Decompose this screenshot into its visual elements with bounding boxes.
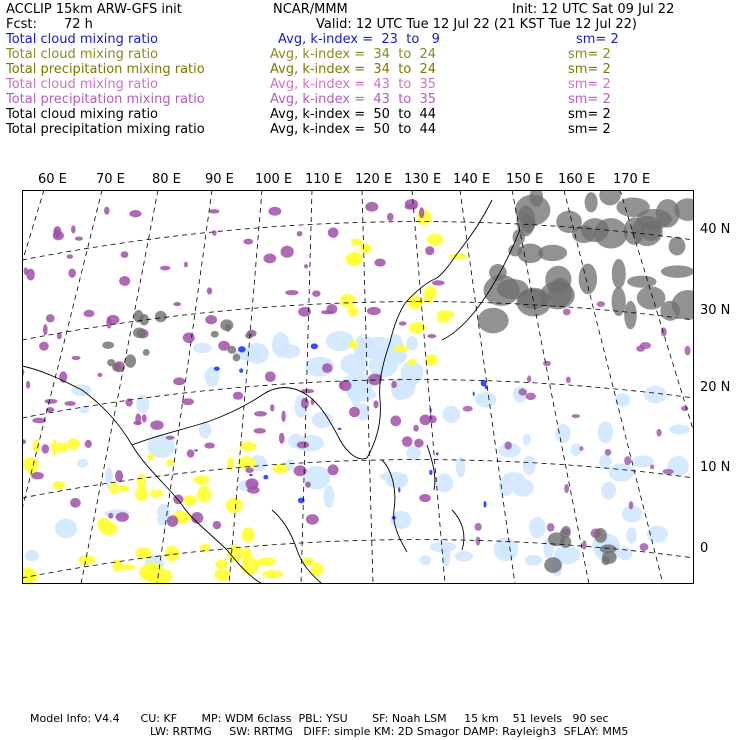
lon-label: 150 E bbox=[506, 172, 544, 187]
lon-label: 100 E bbox=[255, 172, 293, 187]
cloud-purple bbox=[254, 411, 267, 416]
cloud-yellow bbox=[166, 459, 175, 466]
precip-lightblue bbox=[644, 386, 667, 404]
cloud-gray bbox=[227, 346, 236, 354]
cloud-purple bbox=[582, 540, 587, 549]
precip-lightblue bbox=[598, 421, 613, 443]
legend-desc: Avg, k-index = 43 to 35 bbox=[270, 92, 437, 107]
cloud-purple bbox=[414, 439, 424, 448]
precip-blue bbox=[436, 452, 439, 455]
cloud-purple bbox=[263, 254, 276, 264]
cloud-gray bbox=[661, 265, 694, 278]
precip-lightblue bbox=[380, 472, 408, 481]
cloud-purple bbox=[390, 416, 401, 427]
precip-lightblue bbox=[609, 463, 634, 481]
precip-lightblue bbox=[599, 454, 612, 468]
cloud-purple bbox=[650, 464, 654, 469]
cloud-purple bbox=[268, 207, 281, 216]
precip-lightblue bbox=[435, 473, 453, 492]
cloud-yellow bbox=[242, 527, 255, 543]
lat-label: 30 N bbox=[700, 303, 731, 318]
cloud-yellow bbox=[351, 239, 362, 247]
cloud-purple bbox=[605, 449, 612, 456]
cloud-yellow bbox=[52, 481, 65, 490]
cloud-gray bbox=[125, 354, 136, 367]
cloud-gray bbox=[220, 319, 233, 331]
precip-blue bbox=[239, 368, 243, 373]
cloud-yellow bbox=[262, 570, 283, 578]
cloud-purple bbox=[475, 523, 482, 531]
cloud-purple bbox=[212, 230, 216, 235]
legend-desc: Avg, k-index = 50 to 44 bbox=[270, 107, 437, 122]
precip-blue bbox=[194, 449, 198, 451]
cloud-purple bbox=[115, 470, 123, 482]
cloud-purple bbox=[526, 393, 536, 400]
cloud-purple bbox=[97, 373, 102, 377]
cloud-purple bbox=[207, 287, 212, 294]
cloud-purple bbox=[270, 404, 274, 411]
cloud-purple bbox=[306, 514, 319, 525]
init-time: Init: 12 UTC Sat 09 Jul 22 bbox=[512, 2, 675, 17]
cloud-yellow bbox=[216, 560, 228, 570]
legend-field: Total precipitation mixing ratio bbox=[6, 122, 205, 137]
legend-field: Total cloud mixing ratio bbox=[6, 107, 159, 122]
cloud-purple bbox=[150, 420, 163, 430]
cloud-purple bbox=[563, 308, 571, 315]
cloud-purple bbox=[104, 207, 110, 215]
legend-field: Total cloud mixing ratio bbox=[6, 47, 159, 62]
cloud-purple bbox=[368, 374, 381, 386]
lon-label: 90 E bbox=[205, 172, 234, 187]
footer-model-info: Model Info: V4.4 CU: KF MP: WDM 6class PBL: YSU SF: Noah LSM 15 km 51 levels 90 sec bbox=[30, 712, 609, 725]
precip-lightblue bbox=[406, 446, 421, 460]
cloud-yellow bbox=[409, 322, 426, 334]
cloud-purple bbox=[301, 398, 309, 409]
legend-row bbox=[6, 77, 736, 92]
lat-label: 10 N bbox=[700, 460, 731, 475]
precip-lightblue bbox=[601, 482, 616, 500]
cloud-purple bbox=[640, 543, 649, 551]
cloud-purple bbox=[84, 310, 95, 317]
precip-lightblue bbox=[277, 344, 300, 358]
precip-lightblue bbox=[430, 541, 456, 552]
cloud-purple bbox=[419, 207, 424, 218]
cloud-purple bbox=[26, 381, 30, 389]
cloud-purple bbox=[566, 376, 571, 383]
cloud-yellow bbox=[147, 454, 154, 461]
cloud-gray bbox=[143, 349, 150, 356]
cloud-yellow bbox=[340, 294, 355, 308]
legend-desc: Avg, k-index = 23 to 9 bbox=[278, 32, 440, 47]
cloud-yellow bbox=[214, 568, 230, 581]
cloud-yellow bbox=[348, 306, 359, 316]
legend-row bbox=[6, 32, 736, 47]
lon-label: 170 E bbox=[613, 172, 651, 187]
cloud-purple bbox=[326, 304, 337, 314]
cloud-yellow bbox=[227, 457, 234, 471]
cloud-purple bbox=[597, 301, 605, 307]
precip-lightblue bbox=[615, 393, 630, 407]
cloud-purple bbox=[166, 436, 175, 440]
cloud-purple bbox=[53, 226, 61, 237]
legend-desc: Avg, k-index = 34 to 24 bbox=[270, 62, 437, 77]
cloud-purple bbox=[254, 428, 266, 434]
cloud-gray bbox=[102, 341, 114, 348]
cloud-purple bbox=[312, 290, 320, 296]
cloud-purple bbox=[297, 231, 303, 236]
cloud-purple bbox=[245, 467, 253, 473]
cloud-purple bbox=[119, 276, 130, 286]
cloud-purple bbox=[428, 415, 437, 423]
precip-lightblue bbox=[529, 517, 546, 539]
cloud-yellow bbox=[257, 557, 276, 566]
footer-physics-info: LW: RRTMG SW: RRTMG DIFF: simple KM: 2D Smagor DAMP: Rayleigh3 SFLAY: MM5 bbox=[150, 725, 629, 738]
cloud-gray bbox=[497, 279, 529, 299]
cloud-gray bbox=[612, 259, 626, 289]
cloud-gray bbox=[637, 209, 672, 229]
lon-label: 60 E bbox=[38, 172, 67, 187]
cloud-purple bbox=[543, 361, 551, 366]
cloud-gray bbox=[637, 286, 666, 309]
cloud-gray bbox=[594, 528, 607, 543]
cloud-purple bbox=[661, 327, 667, 336]
weather-map bbox=[22, 190, 694, 584]
cloud-purple bbox=[64, 401, 75, 406]
cloud-yellow bbox=[194, 475, 210, 485]
lat-label: 40 N bbox=[700, 222, 731, 237]
legend-field: Total cloud mixing ratio bbox=[6, 77, 159, 92]
legend-smoothing: sm= 2 bbox=[568, 62, 611, 77]
cloud-yellow bbox=[197, 486, 212, 503]
cloud-purple bbox=[213, 521, 221, 529]
legend-smoothing: sm= 2 bbox=[568, 92, 611, 107]
cloud-gray bbox=[489, 264, 507, 281]
cloud-purple bbox=[26, 269, 35, 281]
cloud-purple bbox=[505, 441, 512, 449]
lon-label: 80 E bbox=[152, 172, 181, 187]
cloud-gray bbox=[233, 354, 241, 362]
cloud-purple bbox=[518, 388, 527, 395]
precip-lightblue bbox=[25, 550, 39, 561]
precip-blue bbox=[249, 474, 253, 476]
cloud-yellow bbox=[346, 254, 359, 264]
cloud-purple bbox=[71, 225, 76, 233]
legend-row bbox=[6, 92, 736, 107]
cloud-purple bbox=[182, 398, 194, 405]
cloud-purple bbox=[32, 418, 46, 424]
legend-row bbox=[6, 62, 736, 77]
cloud-purple bbox=[167, 515, 178, 526]
legend-desc: Avg, k-index = 50 to 44 bbox=[270, 122, 437, 137]
cloud-gray bbox=[594, 218, 628, 248]
legend-row bbox=[6, 107, 736, 122]
precip-lightblue bbox=[523, 456, 536, 476]
legend-field: Total cloud mixing ratio bbox=[6, 32, 159, 47]
cloud-yellow bbox=[349, 340, 358, 349]
cloud-purple bbox=[463, 406, 473, 412]
precip-lightblue bbox=[455, 551, 473, 562]
cloud-gray bbox=[545, 266, 571, 294]
cloud-purple bbox=[70, 498, 81, 508]
legend-row bbox=[6, 47, 736, 62]
cloud-gray bbox=[133, 328, 146, 338]
cloud-yellow bbox=[449, 253, 467, 259]
cloud-purple bbox=[129, 210, 141, 217]
precip-lightblue bbox=[326, 331, 354, 351]
fcst-label: Fcst: bbox=[6, 17, 37, 32]
cloud-yellow bbox=[427, 233, 443, 246]
cloud-yellow bbox=[407, 359, 417, 365]
cloud-purple bbox=[579, 446, 583, 451]
precip-blue bbox=[311, 343, 318, 349]
cloud-purple bbox=[121, 251, 129, 258]
cloud-purple bbox=[265, 371, 276, 382]
cloud-purple bbox=[183, 332, 195, 343]
cloud-purple bbox=[67, 254, 73, 258]
precip-blue bbox=[483, 501, 486, 508]
cloud-yellow bbox=[67, 438, 80, 450]
cloud-purple bbox=[656, 429, 661, 437]
cloud-purple bbox=[209, 209, 220, 214]
legend-field: Total precipitation mixing ratio bbox=[6, 62, 205, 77]
precip-blue bbox=[238, 346, 246, 352]
precip-lightblue bbox=[348, 388, 377, 401]
cloud-gray bbox=[572, 225, 595, 243]
cloud-yellow bbox=[100, 522, 118, 535]
cloud-yellow bbox=[150, 489, 163, 498]
precip-lightblue bbox=[669, 424, 690, 434]
precip-blue bbox=[473, 392, 475, 396]
cloud-yellow bbox=[394, 345, 408, 352]
cloud-yellow bbox=[241, 557, 259, 575]
cloud-purple bbox=[374, 259, 385, 267]
lat-label: 0 bbox=[700, 541, 709, 556]
cloud-gray bbox=[544, 557, 562, 573]
lon-label: 140 E bbox=[453, 172, 491, 187]
cloud-purple bbox=[243, 239, 253, 245]
cloud-purple bbox=[425, 246, 434, 255]
cloud-purple bbox=[339, 380, 351, 391]
cloud-purple bbox=[402, 436, 413, 447]
cloud-purple bbox=[328, 227, 339, 237]
cloud-purple bbox=[427, 334, 436, 338]
cloud-purple bbox=[297, 441, 309, 448]
cloud-purple bbox=[45, 399, 58, 404]
lon-label: 130 E bbox=[404, 172, 442, 187]
cloud-purple bbox=[373, 400, 378, 408]
legend-row bbox=[6, 122, 736, 137]
precip-lightblue bbox=[419, 555, 431, 565]
precip-lightblue bbox=[523, 434, 531, 446]
cloud-gray bbox=[560, 528, 571, 537]
cloud-yellow bbox=[226, 498, 243, 513]
cloud-purple bbox=[294, 465, 307, 476]
cloud-gray bbox=[669, 237, 686, 256]
legend-smoothing: sm= 2 bbox=[568, 107, 611, 122]
cloud-purple bbox=[365, 202, 378, 212]
legend-smoothing: sm= 2 bbox=[568, 77, 611, 92]
cloud-purple bbox=[685, 346, 691, 356]
precip-lightblue bbox=[193, 343, 212, 353]
cloud-yellow bbox=[33, 440, 40, 453]
cloud-yellow bbox=[423, 286, 436, 299]
precip-lightblue bbox=[503, 472, 525, 484]
cloud-purple bbox=[432, 280, 445, 285]
cloud-purple bbox=[142, 414, 147, 423]
cloud-gray bbox=[112, 363, 121, 371]
cloud-purple bbox=[640, 342, 651, 349]
cloud-gray bbox=[624, 301, 637, 330]
cloud-gray bbox=[155, 311, 167, 322]
precip-lightblue bbox=[442, 406, 460, 423]
cloud-yellow bbox=[110, 482, 119, 495]
cloud-purple bbox=[527, 375, 531, 382]
precip-lightblue bbox=[525, 555, 543, 566]
lon-label: 110 E bbox=[305, 172, 343, 187]
cloud-purple bbox=[304, 264, 308, 268]
precip-blue bbox=[429, 470, 432, 475]
precip-lightblue bbox=[77, 459, 88, 468]
cloud-purple bbox=[281, 411, 285, 423]
legend-smoothing: sm= 2 bbox=[576, 32, 619, 47]
fcst-value: 72 h bbox=[64, 17, 93, 32]
cloud-purple bbox=[681, 406, 688, 411]
precip-lightblue bbox=[626, 527, 636, 543]
cloud-purple bbox=[572, 414, 581, 418]
cloud-purple bbox=[305, 482, 311, 488]
precip-lightblue bbox=[312, 412, 333, 428]
cloud-purple bbox=[233, 392, 243, 400]
cloud-yellow bbox=[183, 495, 197, 505]
cloud-purple bbox=[72, 356, 81, 360]
cloud-purple bbox=[135, 413, 141, 425]
cloud-purple bbox=[391, 381, 397, 388]
cloud-purple bbox=[46, 314, 55, 322]
center-label: NCAR/MMM bbox=[273, 2, 348, 17]
cloud-yellow bbox=[437, 310, 455, 319]
cloud-purple bbox=[245, 478, 258, 489]
cloud-purple bbox=[85, 440, 92, 448]
cloud-purple bbox=[476, 536, 481, 545]
precip-blue bbox=[338, 428, 342, 430]
cloud-purple bbox=[663, 469, 674, 474]
precip-blue bbox=[263, 475, 268, 480]
cloud-purple bbox=[349, 407, 360, 418]
cloud-purple bbox=[387, 213, 394, 221]
cloud-gray bbox=[585, 192, 598, 212]
precip-lightblue bbox=[324, 485, 335, 508]
cloud-purple bbox=[413, 425, 418, 432]
cloud-gray bbox=[508, 244, 522, 256]
cloud-purple bbox=[327, 464, 338, 475]
cloud-gray bbox=[245, 333, 253, 339]
cloud-purple bbox=[68, 269, 76, 278]
cloud-gray bbox=[579, 264, 597, 295]
cloud-gray bbox=[211, 331, 219, 338]
cloud-purple bbox=[31, 472, 44, 480]
cloud-purple bbox=[41, 444, 49, 454]
cloud-yellow bbox=[139, 567, 148, 579]
cloud-purple bbox=[43, 324, 48, 335]
cloud-purple bbox=[116, 512, 129, 522]
lon-label: 120 E bbox=[355, 172, 393, 187]
precip-blue bbox=[398, 487, 400, 492]
cloud-gray bbox=[517, 244, 543, 264]
legend-smoothing: sm= 2 bbox=[568, 122, 611, 137]
cloud-yellow bbox=[56, 442, 69, 452]
cloud-purple bbox=[184, 262, 188, 268]
valid-time: Valid: 12 UTC Tue 12 Jul 22 (21 KST Tue 12 Jul 22) bbox=[316, 17, 637, 32]
cloud-purple bbox=[108, 513, 113, 519]
cloud-purple bbox=[281, 246, 294, 258]
cloud-purple bbox=[204, 443, 214, 449]
precip-lightblue bbox=[475, 392, 497, 407]
legend-desc: Avg, k-index = 43 to 35 bbox=[270, 77, 437, 92]
lon-label: 70 E bbox=[96, 172, 125, 187]
cloud-purple bbox=[279, 433, 285, 444]
cloud-purple bbox=[322, 363, 332, 373]
cloud-purple bbox=[547, 523, 555, 532]
cloud-yellow bbox=[360, 244, 371, 254]
precip-lightblue bbox=[55, 519, 77, 538]
legend-smoothing: sm= 2 bbox=[568, 47, 611, 62]
precip-lightblue bbox=[555, 424, 570, 443]
cloud-gray bbox=[627, 276, 656, 288]
cloud-gray bbox=[478, 308, 509, 334]
cloud-purple bbox=[624, 456, 631, 465]
cloud-purple bbox=[75, 236, 83, 240]
cloud-purple bbox=[187, 449, 195, 457]
cloud-yellow bbox=[117, 485, 129, 492]
cloud-purple bbox=[405, 204, 418, 210]
cloud-purple bbox=[107, 315, 120, 325]
cloud-yellow bbox=[135, 487, 149, 501]
legend-desc: Avg, k-index = 34 to 24 bbox=[270, 47, 437, 62]
plot-title: ACCLIP 15km ARW-GFS init bbox=[6, 2, 182, 17]
cloud-purple bbox=[173, 302, 181, 306]
cloud-purple bbox=[419, 494, 431, 502]
cloud-purple bbox=[285, 290, 298, 295]
cloud-purple bbox=[367, 307, 381, 315]
precip-lightblue bbox=[364, 337, 394, 356]
lat-label: 20 N bbox=[700, 380, 731, 395]
precip-lightblue bbox=[354, 336, 367, 363]
cloud-yellow bbox=[22, 457, 39, 471]
cloud-purple bbox=[629, 501, 634, 509]
cloud-purple bbox=[564, 484, 569, 493]
legend-field: Total precipitation mixing ratio bbox=[6, 92, 205, 107]
cloud-purple bbox=[399, 321, 407, 325]
cloud-purple bbox=[39, 342, 49, 351]
cloud-purple bbox=[205, 315, 217, 324]
cloud-purple bbox=[173, 377, 185, 385]
lon-label: 160 E bbox=[558, 172, 596, 187]
cloud-yellow bbox=[240, 441, 257, 451]
precip-blue bbox=[214, 366, 220, 370]
cloud-purple bbox=[160, 266, 170, 271]
